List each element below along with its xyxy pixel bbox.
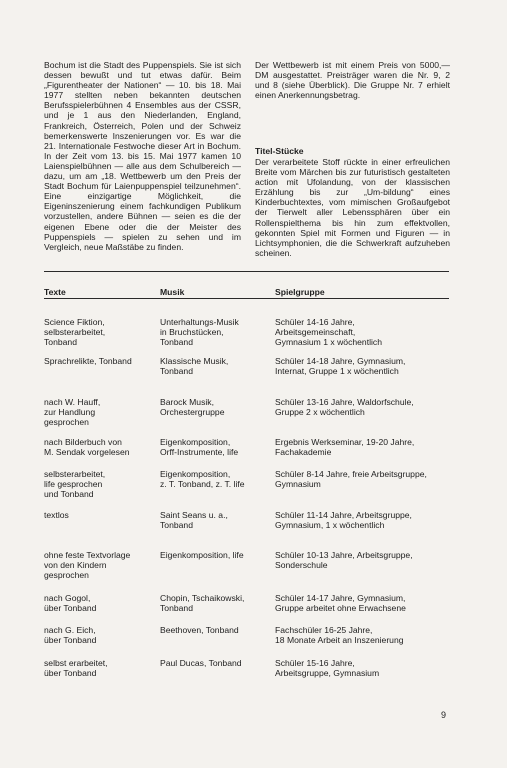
prize-paragraph: Der Wettbewerb ist mit einem Preis von 5000,— DM ausgestattet. Preisträger waren die Nr. 9, 2 und 8 (siehe Überblick). Die Gruppe Nr. 7 erhielt einen Anerkennungsbetrag.: [255, 60, 450, 101]
cell-texte: ohne feste Textvorlage von den Kindern gesprochen: [44, 550, 131, 581]
cell-texte: nach W. Hauff, zur Handlung gesprochen: [44, 397, 101, 428]
cell-texte: nach Bilderbuch von M. Sendak vorgelesen: [44, 437, 130, 458]
titel-paragraph: Der verarbeitete Stoff rückte in einer erfreulichen Breite vom Märchen bis zur futuristisch gestalteten action mit Ufolandung, von der klassischen Erzählung bis zur „Um-bildung“ eines Kinderbuchtextes, vom mimischen Großaufgebot der Tierwelt aller Lebenssphären über ein Rollenspielthema bis hin zum effektvollen, gekonnten Spiel mit Formen und Figuren — in Lichtsymphonien, die die Schwerkraft aufzuheben scheinen.: [255, 157, 450, 258]
cell-musik: Barock Musik, Orchestergruppe: [160, 397, 225, 418]
intro-paragraph: Bochum ist die Stadt des Puppenspiels. Sie ist sich dessen bewußt und tut etwas dafür. Beim „Figurentheater der Nationen“ — 10. bis 18. Mai 1977 stellten neben bekannten deutschen Berufsspielerbühnen 4 Ensembles aus der CSSR, und je 1 aus den Niederlanden, England, Frankreich, Österreich, Polen und der Schweiz bemerkenswerte Inszenierungen vor. Es war die 21. Internationale Festwoche dieser Art in Bochum. In der Zeit vom 13. bis 15. Mai 1977 kamen 10 Laienspielbühnen — alle aus dem Schulbereich — dazu, um am „18. Wettbewerb um den Preis der Stadt Bochum für Laienpuppenspiel teilzunehmen“. Eine einzigartige Möglichkeit, die Eigeninszenierung einem fachkundigen Publikum vorzustellen, andere Bühnen — seien es die der eigenen Ebene oder die der Meister des Puppenspiels — spielen zu sehen und im Vergleich, neue Maßstäbe zu finden.: [44, 60, 241, 252]
cell-spielgruppe: Schüler 11-14 Jahre, Arbeitsgruppe, Gymnasium, 1 x wöchentlich: [275, 510, 412, 531]
cell-texte: nach G. Eich, über Tonband: [44, 625, 97, 646]
cell-musik: Klassische Musik, Tonband: [160, 356, 229, 377]
cell-musik: Eigenkomposition, Orff-Instrumente, life: [160, 437, 239, 458]
cell-musik: Saint Seans u. a., Tonband: [160, 510, 228, 531]
cell-musik: Beethoven, Tonband: [160, 625, 239, 635]
cell-spielgruppe: Ergebnis Werkseminar, 19-20 Jahre, Fachakademie: [275, 437, 415, 458]
cell-musik: Eigenkomposition, life: [160, 550, 244, 560]
cell-musik: Unterhaltungs-Musik in Bruchstücken, Tonband: [160, 317, 239, 348]
page-number: 9: [441, 710, 447, 720]
cell-texte: Sprachrelikte, Tonband: [44, 356, 132, 366]
cell-spielgruppe: Fachschüler 16-25 Jahre, 18 Monate Arbeit an Inszenierung: [275, 625, 404, 646]
header-texte: Texte: [44, 287, 66, 297]
cell-spielgruppe: Schüler 14-18 Jahre, Gymnasium, Internat, Gruppe 1 x wöchentlich: [275, 356, 406, 377]
section-heading: Titel-Stücke: [255, 146, 304, 156]
cell-texte: Science Fiktion, selbsterarbeitet, Tonband: [44, 317, 106, 348]
cell-texte: textlos: [44, 510, 69, 520]
cell-spielgruppe: Schüler 10-13 Jahre, Arbeitsgruppe, Sonderschule: [275, 550, 413, 571]
header-spielgruppe: Spielgruppe: [275, 287, 325, 297]
cell-musik: Chopin, Tschaikowski, Tonband: [160, 593, 245, 614]
cell-spielgruppe: Schüler 14-16 Jahre, Arbeitsgemeinschaft, Gymnasium 1 x wöchentlich: [275, 317, 382, 348]
table-top-rule: [44, 271, 449, 272]
cell-spielgruppe: Schüler 15-16 Jahre, Arbeitsgruppe, Gymnasium: [275, 658, 380, 679]
header-musik: Musik: [160, 287, 185, 297]
cell-texte: selbst erarbeitet, über Tonband: [44, 658, 108, 679]
cell-musik: Paul Ducas, Tonband: [160, 658, 242, 668]
cell-texte: nach Gogol, über Tonband: [44, 593, 97, 614]
cell-spielgruppe: Schüler 8-14 Jahre, freie Arbeitsgruppe, Gymnasium: [275, 469, 427, 490]
cell-musik: Eigenkomposition, z. T. Tonband, z. T. life: [160, 469, 245, 490]
cell-spielgruppe: Schüler 13-16 Jahre, Waldorfschule, Gruppe 2 x wöchentlich: [275, 397, 414, 418]
cell-texte: selbsterarbeitet, life gesprochen und Tonband: [44, 469, 106, 500]
cell-spielgruppe: Schüler 14-17 Jahre, Gymnasium, Gruppe arbeitet ohne Erwachsene: [275, 593, 406, 614]
table-header-rule: [44, 298, 449, 299]
